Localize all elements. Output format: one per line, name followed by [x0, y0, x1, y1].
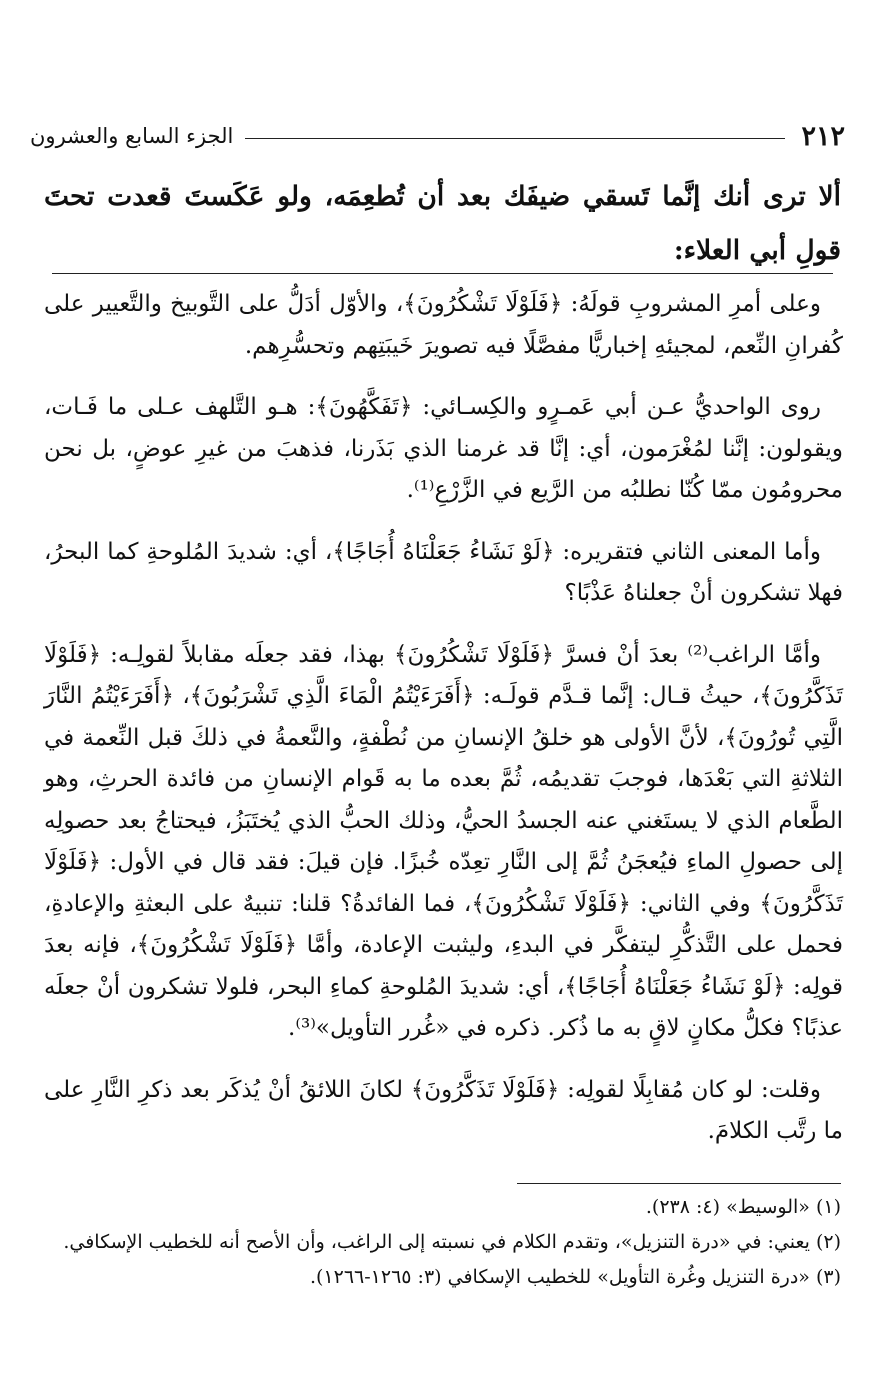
paragraph: وأمَّا الراغب⁽²⁾ بعدَ أنْ فسرَّ ﴿فَلَوْلَا تَشْكُرُونَ﴾ بهذا، فقد جعلَه مقابلاً لقولِـه: ﴿فَلَوْلَا تَذَكَّرُونَ﴾، حيثُ قـال: إنَّما قـدَّم قولَـه: ﴿أَفَرَءَيْتُمُ الْمَاءَ الَّذِي تَشْرَبُونَ﴾، ﴿أَفَرَءَيْتُمُ النَّارَ الَّتِي تُورُونَ﴾، لأنَّ الأولى هو خلقُ الإنسانِ من نُطْفةٍ، والنَّعمةُ في ذلكَ قبل النِّعمة في الثلاثةِ التي بَعْدَها، فوجبَ تقديمُه، ثُمَّ بعده ما به قَوام الإنسانِ من فائدة الحرثِ، وهو الطَّعام الذي لا يستَغني عنه الجسدُ الحيُّ، وذلك الحبُّ الذي يُختَبَزُ، فيحتاجُ بعد حصولِه إلى حصولِ الماءِ فيُعجَنُ ثُمَّ إلى النَّارِ تعِدّه خُبزًا. فإن قيلَ: فقد قال في الأول: ﴿فَلَوْلَا تَذَكَّرُونَ﴾ وفي الثاني: ﴿فَلَوْلَا تَشْكُرُونَ﴾، فما الفائدةُ؟ قلنا: تنبيهٌ على البعثةِ والإعادةِ، فحمل على التَّذكُّرِ ليتفكَّر في البدءِ، وليثبت الإعادة، وأمَّا ﴿فَلَوْلَا تَشْكُرُونَ﴾، فإنه بعدَ قولِه: ﴿لَوْ نَشَاءُ جَعَلْنَاهُ أُجَاجًا﴾، أي: شديدَ المُلوحةِ كماءِ البحر، فلولا تشكرون أنْ جعلَه عذبًا؟ فكلُّ مكانٍ لاقٍ به ما ذُكر. ذكره في «غُرر التأويل»⁽³⁾.: [44, 641, 843, 1041]
paragraph: روى الواحديُّ عـن أبي عَمـرٍو والكِسـائي: ﴿تَفَكَّهُونَ﴾: هـو التَّلهف عـلى ما فَـات، ويقولون: إنَّنا لمُغْرَمون، أي: إنَّا قد غرمنا الذي بَذَرنا، فذهبَ من غيرِ عوضٍ، بل نحن محرومُون ممّا كُنّا نطلبُه من الرَّيع في الزَّرْعِ⁽¹⁾.: [44, 394, 843, 503]
paragraph: وأما المعنى الثاني فتقريره: ﴿لَوْ نَشَاءُ جَعَلْنَاهُ أُجَاجًا﴾، أي: شديدَ المُلوحةِ كما البحرُ، فهلا تشكرون أنْ جعلناهُ عَذْبًا؟: [44, 538, 843, 606]
paragraph: وقلت: لو كان مُقابِلًا لقولِه: ﴿فَلَوْلَا تَذَكَّرُونَ﴾ لكانَ اللائقُ أنْ يُذكَر بعد ذكرِ النَّارِ على ما رتَّب الكلامَ.: [44, 1076, 843, 1144]
section-divider: [52, 273, 833, 274]
main-text: [44, 284, 843, 1173]
footnotes: [44, 1190, 841, 1295]
footnote-rule: [517, 1183, 841, 1184]
top-paragraph: ألا ترى أنك إنَّما تَسقي ضيفَك بعد أن تُطعِمَه، ولو عَكَستَ قعدت تحتَ قولِ أبي العلاء:: [44, 181, 841, 266]
running-header: [30, 118, 845, 154]
footnote: (٣) «درة التنزيل وغُرة التأويل» للخطيب الإسكافي (٣: ١٢٦٥-١٢٦٦).: [309, 1266, 841, 1288]
header-rule: [245, 138, 785, 139]
paragraph: وعلى أمرِ المشروبِ قولَهُ: ﴿فَلَوْلَا تَشْكُرُونَ﴾، والأوّل أدَلُّ على التَّوبيخ والتَّعيير على كُفرانِ النِّعم، لمجيئهِ إخباريًّا مفصَّلًا فيه تصويرَ خَيبَتِهم وتحسُّرِهم.: [44, 291, 843, 359]
page-number: ٢١٢: [801, 120, 845, 152]
footnote: (١) «الوسيط» (٤: ٢٣٨).: [645, 1196, 841, 1218]
footnote: (٢) يعني: في «درة التنزيل»، وتقدم الكلام في نسبته إلى الراغب، وأن الأصح أنه للخطيب الإسكافي.: [63, 1231, 841, 1253]
running-title: الجزء السابع والعشرون: [30, 124, 234, 148]
